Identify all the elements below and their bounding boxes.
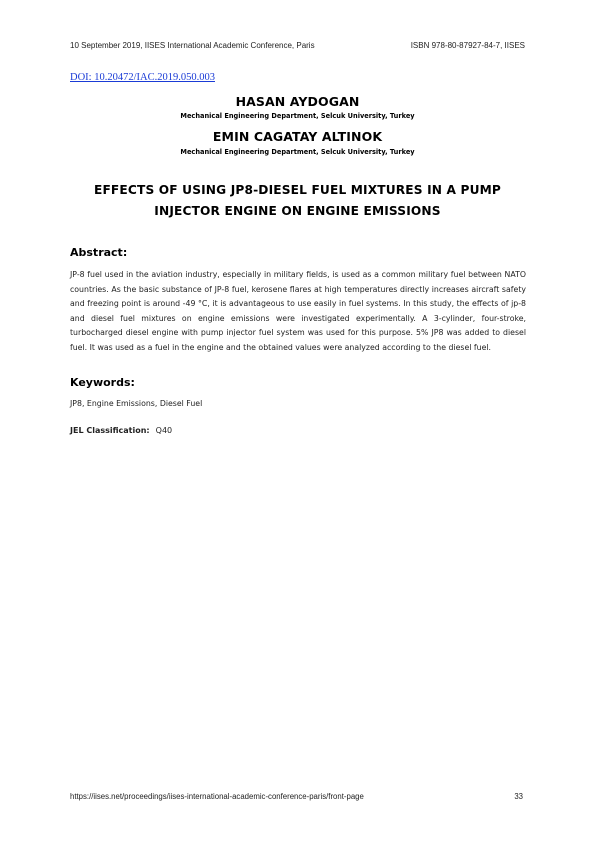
paper-title (70, 180, 525, 222)
jel-classification (70, 426, 172, 435)
keywords-text: JP8, Engine Emissions, Diesel Fuel (70, 399, 203, 408)
page-number: 33 (514, 792, 523, 801)
keywords-heading: Keywords: (70, 376, 135, 389)
author-name-2: EMIN CAGATAY ALTINOK (212, 129, 383, 144)
author-affiliation-2: Mechanical Engineering Department, Selcuk University, Turkey (180, 148, 415, 156)
footer-url: https://iises.net/proceedings/iises-international-academic-conference-paris/front-page (70, 792, 364, 801)
paper-title-line-2: INJECTOR ENGINE ON ENGINE EMISSIONS (154, 204, 441, 218)
jel-label: JEL Classification: (70, 426, 150, 435)
author-name-1: HASAN AYDOGAN (235, 94, 360, 109)
paper-title-line-1: EFFECTS OF USING JP8-DIESEL FUEL MIXTURES IN A PUMP (93, 183, 501, 197)
abstract-heading: Abstract: (70, 246, 128, 259)
abstract-text: JP-8 fuel used in the aviation industry, especially in military fields, is used as a common military fuel between NATO countries. As the basic substance of JP-8 fuel, kerosene flares at high temperatures directly increases aircraft safety and freezing point is around -49 °C, it is advantageous to use easily in fuel systems. In this study, the effects of jp-8 and diesel fuel mixtures on engine emissions were investigated experimentally. A 3-cylinder, four-stroke, turbocharged diesel engine with pump injector fuel system was used for this purpose. 5% JP8 was added to diesel fuel. It was used as a fuel in the engine and the obtained values were analyzed according to the diesel fuel. (70, 270, 526, 352)
doi-link[interactable]: DOI: 10.20472/IAC.2019.050.003 (70, 72, 215, 83)
running-header-isbn: ISBN 978-80-87927-84-7, IISES (410, 41, 525, 50)
author-affiliation-1: Mechanical Engineering Department, Selcuk University, Turkey (180, 112, 415, 120)
jel-value: Q40 (155, 426, 173, 435)
running-header-conference: 10 September 2019, IISES International Academic Conference, Paris (70, 41, 315, 50)
